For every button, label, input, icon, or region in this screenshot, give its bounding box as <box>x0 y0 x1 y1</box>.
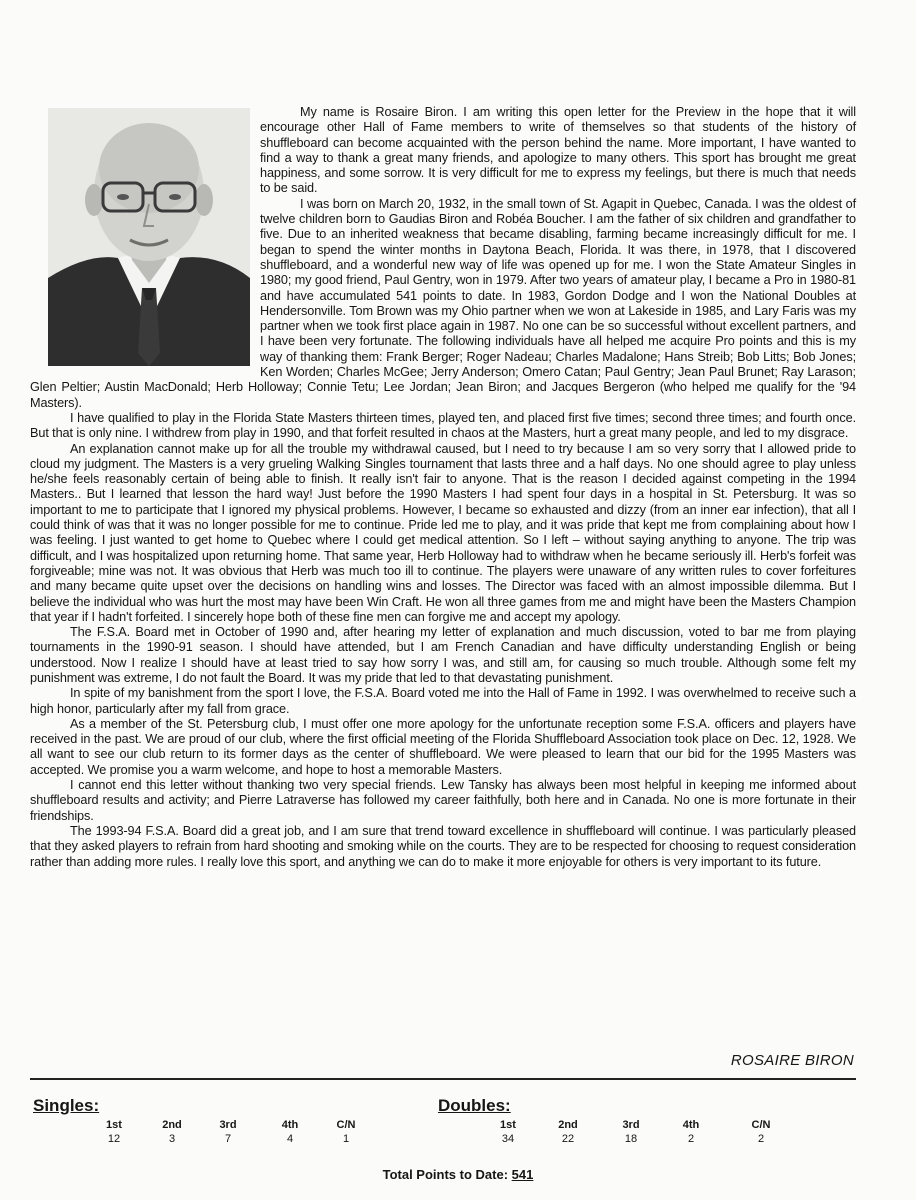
stat-header: 1st <box>106 1119 122 1131</box>
stat-value: 1 <box>342 1133 350 1145</box>
stat-value: 12 <box>107 1133 121 1145</box>
portrait-image <box>48 108 250 366</box>
letter-paragraph: In spite of my banishment from the sport I love, the F.S.A. Board voted me into the Hall of Fame in 1992. I was overwhelmed to receive such a high honor, particularly after my fall from grace. <box>30 686 856 716</box>
stat-value: 2 <box>757 1133 765 1145</box>
signature: ROSAIRE BIRON <box>730 1052 854 1069</box>
stat-value: 3 <box>168 1133 176 1145</box>
letter-paragraph: I cannot end this letter without thanking two very special friends. Lew Tansky has always been most helpful in keeping me informed about shuffleboard results and activity; and Pierre Latraverse has followed my career faithfully, both here and in Canada. No one is more fortunate in their friendships. <box>30 778 856 823</box>
stat-value: 22 <box>561 1133 575 1145</box>
singles-stat-1st <box>94 1119 134 1145</box>
stat-header: C/N <box>336 1119 356 1131</box>
total-points-label: Total Points to Date: <box>382 1167 509 1182</box>
portrait-photo <box>48 108 250 366</box>
stat-value: 18 <box>624 1133 638 1145</box>
letter-paragraph: I have qualified to play in the Florida State Masters thirteen times, played ten, and placed first five times; second three times; and fourth once. But that is only nine. I withdrew from play in 1990, and that forfeit resulted in chaos at the Masters, hurt a great many people, and led to my disgrace. <box>30 410 856 441</box>
doubles-stat-4th <box>671 1119 711 1145</box>
letter-body <box>30 105 856 870</box>
stat-header: 1st <box>500 1119 516 1131</box>
doubles-stat-1st <box>488 1119 528 1145</box>
letter-paragraph: The F.S.A. Board met in October of 1990 and, after hearing my letter of explanation and much discussion, voted to bar me from playing tournaments in the 1990-91 season. I should have attended, but I am French Canadian and have difficulty understanding English or being understood. Now I realize I should have at least tried to say how sorry I was, and still am, for causing so much trouble. Although some felt my punishment was extreme, I do not fault the Board. It was my pride that led to that devastating punishment. <box>30 625 856 685</box>
letter-paragraph: An explanation cannot make up for all the trouble my withdrawal caused, but I need to try because I am so very sorry that I allowed pride to cloud my judgment. The Masters is a very grueling Walking Singles tournament that lasts three and a half days. No one should agree to play unless he/she feels reasonably certain of being able to finish. It really isn't fair to anyone. That is the reason I decided against competing in the 1994 Masters.. But I learned that lesson the hard way! Just before the 1990 Masters I had spent four days in a hospital in St. Petersburg. It was so important to me to participate that I ignored my physical problems. However, I became so exhausted and dizzy (from an inner ear infection), that all I could think of was that it was no longer possible for me to continue. Pride led me to play, and it was pride that kept me from complaining about how I was feeling. I just wanted to get home to Quebec where I could get medical attention. So I left – without saying anything to anyone. The trip was difficult, and I was hospitalized upon returning home. That same year, Herb Holloway had to withdraw when he became seriously ill. Herb's forfeit was forgiveable; mine was not. It was obvious that Herb was much too ill to continue. The players were unaware of any written rules to cover forfeitures and many became quite upset over the decisions on handling wins and losses. The Director was faced with an almost impossible dilemma. But I believe the individual who was hurt the most may have been Win Craft. He won all three games from me and might have been the Masters Champion that year if I hadn't forfeited. I sincerely hope both of these fine men can forgive me and accept my apology. <box>30 441 856 624</box>
singles-stat-3rd <box>208 1119 248 1145</box>
doubles-stat-cn <box>741 1119 781 1145</box>
singles-title: Singles: <box>33 1096 100 1115</box>
singles-stat-4th <box>270 1119 310 1145</box>
singles-stat-2nd <box>152 1119 192 1145</box>
doubles-stat-2nd <box>548 1119 588 1145</box>
singles-stat-cn <box>326 1119 366 1145</box>
letter-paragraph: The 1993-94 F.S.A. Board did a great job, and I am sure that trend toward excellence in shuffleboard will continue. I was particularly pleased that they asked players to refrain from hard shooting and smoking while on the courts. They are to be respected for choosing to request consideration rather than adding more rules. I really love this sport, and anything we can do to make it more enjoyable for others is very important to its future. <box>30 823 856 869</box>
stat-value: 4 <box>286 1133 294 1145</box>
letter-paragraph: My name is Rosaire Biron. I am writing this open letter for the Preview in the hope that it will encourage other Hall of Fame members to write of themselves so that students of the history of shuffleboard can become acquainted with the person behind the name. More important, I have wanted to find a way to thank a great many friends, and apologize to many others. This sport has brought me great happiness, and some sorrow. It is very difficult for me to express my feelings, but there is much that needs to be said. <box>260 105 856 196</box>
stat-header: 2nd <box>558 1119 578 1131</box>
stat-header: C/N <box>751 1119 771 1131</box>
stat-value: 34 <box>501 1133 515 1145</box>
stat-header: 2nd <box>162 1119 182 1131</box>
stat-value: 2 <box>687 1133 695 1145</box>
total-points <box>0 1167 916 1182</box>
doubles-stat-3rd <box>611 1119 651 1145</box>
letter-paragraph: I was born on March 20, 1932, in the small town of St. Agapit in Quebec, Canada. I was the oldest of twelve children born to Gaudias Biron and Robéa Boucher. I am the father of six children and grandfather to five. Due to an inherited weakness that became disabling, farming became increasingly difficult for me. I began to spend the winter months in Daytona Beach, Florida. It was there, in 1978, that I discovered shuffleboard, and a wonderful new way of life was opened up for me. I won the State Amateur Singles in 1980; my good friend, Paul Gentry, won in 1979. After two years of amateur play, I became a Pro in 1980-81 and have accumulated 541 points to date. In 1983, Gordon Dodge and I won the National Doubles at Hendersonville. Tom Brown was my Ohio partner when we won at Lakeside in 1985, and Lary Faris was my partner when we took first place again in 1987. No one can be so successful without excellent partners, and I have been very fortunate. The following individuals have all helped me acquire Pro points and this is my way of thanking them: Frank Berger; Roger Nadeau; Charles Madalone; Hans Streib; Bob Litts; Bob Jones; Ken Worden; Charles McGee; Jerry Anderson; Omero Catan; Paul Gentry; Jean Paul Brunet; Ray Larason; Glen Peltier; Austin MacDonald; Herb Holloway; Connie Tetu; Lee Jordan; Jean Biron; and Jacques Bergeron (who helped me qualify for the '94 Masters). <box>30 196 856 410</box>
divider <box>30 1078 856 1080</box>
stat-value: 7 <box>224 1133 232 1145</box>
doubles-title: Doubles: <box>438 1096 511 1115</box>
letter-paragraph: As a member of the St. Petersburg club, I must offer one more apology for the unfortunate reception some F.S.A. officers and players have received in the past. We are proud of our club, where the first official meeting of the Florida Shuffleboard Association took place on Dec. 12, 1928. We all want to see our club return to its former days as the center of shuffleboard. We were pleased to learn that our bid for the 1995 Masters was accepted. We promise you a warm welcome, and hope to host a memorable Masters. <box>30 716 856 777</box>
stat-header: 3rd <box>622 1119 640 1131</box>
stat-header: 4th <box>281 1119 299 1131</box>
stat-header: 3rd <box>219 1119 237 1131</box>
stat-header: 4th <box>682 1119 700 1131</box>
total-points-value: 541 <box>511 1167 534 1182</box>
